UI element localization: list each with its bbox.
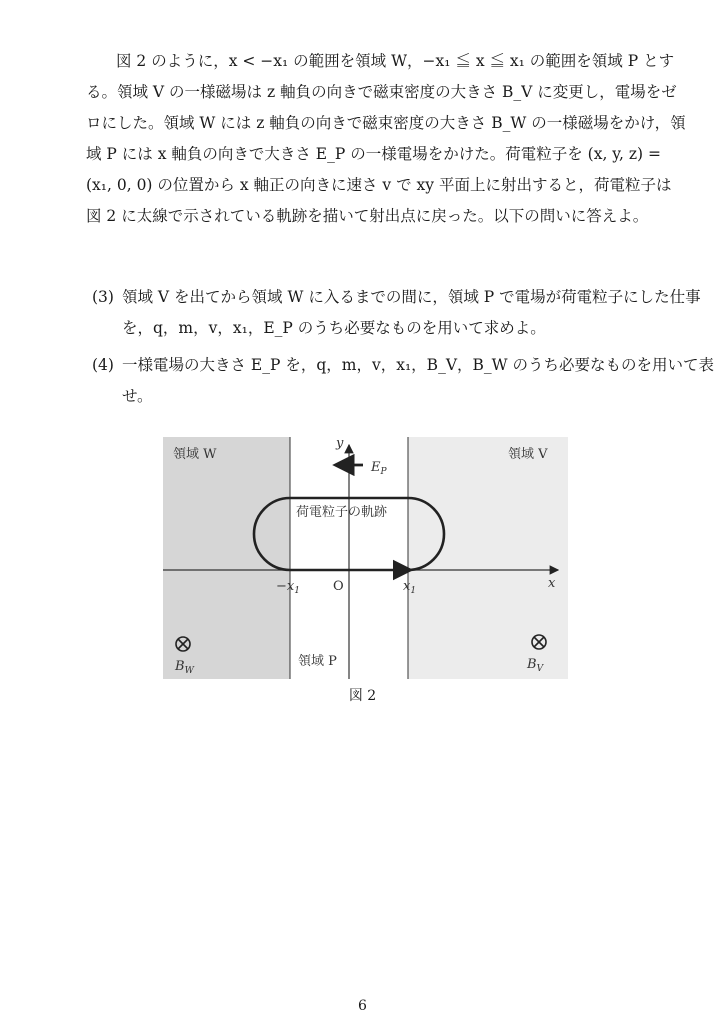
bv-label: $B_V$: [527, 657, 544, 674]
origin-label: O: [333, 579, 344, 594]
question-4: [92, 350, 714, 412]
region-w-label: 領域 W: [173, 447, 217, 462]
x-axis-label: x: [548, 576, 556, 591]
question-4-text: 一様電場の大きさ E_P を，q，m，v，x₁，B_V，B_W のうち必要なものを用いて表せ。: [122, 356, 715, 405]
page-number: 6: [358, 998, 367, 1014]
trajectory-label: 荷電粒子の軌跡: [296, 505, 388, 520]
region-v-label: 領域 V: [508, 447, 548, 462]
question-3-number: (3): [92, 288, 114, 306]
pos-x1-label: $x_1$: [403, 579, 417, 596]
question-3: [92, 282, 714, 344]
region-p-label: 領域 P: [298, 654, 337, 669]
question-3-text: 領域 V を出てから領域 W に入るまでの間に，領域 P で電場が荷電粒子にした仕事を，q，m，v，x₁，E_P のうち必要なものを用いて求めよ。: [122, 288, 701, 337]
field-label: $E_P$: [371, 460, 387, 477]
y-axis-label: y: [336, 437, 344, 451]
figure-2: [163, 437, 568, 679]
neg-x1-label: $-x_1$: [276, 579, 300, 596]
region-v-area: [408, 437, 568, 679]
question-4-number: (4): [92, 356, 114, 374]
intro-paragraph: 図 2 のように，x < −x₁ の範囲を領域 W，−x₁ ≦ x ≦ x₁ の範囲を領域 P とする。領域 V の一様磁場は z 軸負の向きで磁束密度の大きさ B_V に変更し，電場をゼロにした。領域 W には z 軸負の向きで磁束密度の大きさ B_W の一様磁場をかけ，領域 P には x 軸負の向きで大きさ E_P の一様電場をかけた。荷電粒子を (x, y, z) = (x₁, 0, 0) の位置から x 軸正の向きに速さ v で xy 平面上に射出すると，荷電粒子は図 2 に太線で示されている軌跡を描いて射出点に戻った。以下の問いに答えよ。: [86, 52, 686, 225]
figure-caption: 図 2: [348, 688, 377, 704]
figure-2-diagram: [163, 437, 568, 679]
bw-label: $B_W$: [175, 659, 194, 676]
